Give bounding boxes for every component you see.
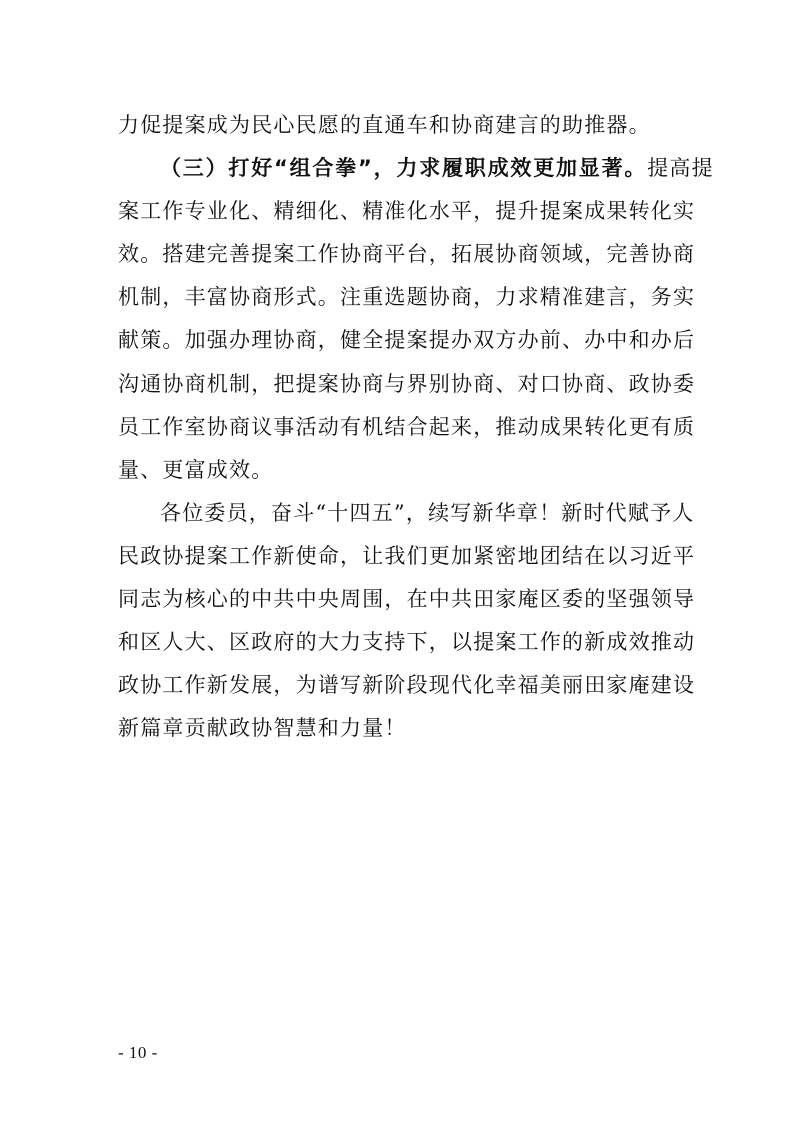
paragraph-line: 献策。加强办理协商，健全提案提办双方办前、办中和办后 <box>118 328 696 353</box>
paragraph-line: 沟通协商机制，把提案协商与界别协商、对口协商、政协委 <box>118 371 696 396</box>
paragraph-line: 员工作室协商议事活动有机结合起来，推动成果转化更有质 <box>118 414 696 439</box>
document-body <box>118 104 714 750</box>
page-number: - 10 - <box>118 1043 158 1062</box>
paragraph-line: 案工作专业化、精细化、精准化水平，提升提案成果转化实 <box>118 199 696 224</box>
paragraph-line: 效。搭建完善提案工作协商平台，拓展协商领域，完善协商 <box>118 242 696 267</box>
paragraph-line: 民政协提案工作新使命，让我们更加紧密地团结在以习近平 <box>118 543 696 568</box>
paragraph-line: 政协工作新发展，为谱写新阶段现代化幸福美丽田家庵建设 <box>118 673 696 698</box>
paragraph-line <box>118 147 714 190</box>
paragraph-text: 提高提 <box>647 156 714 181</box>
section-heading: （三）打好“组合拳”，力求履职成效更加显著。 <box>160 156 648 181</box>
paragraph-line: 和区人大、区政府的大力支持下，以提案工作的新成效推动 <box>118 630 696 655</box>
paragraph-line: 新篇章贡献政协智慧和力量！ <box>118 716 407 741</box>
paragraph-line: 机制，丰富协商形式。注重选题协商，力求精准建言，务实 <box>118 285 696 310</box>
paragraph-line: 量、更富成效。 <box>118 457 274 482</box>
paragraph-line: 力促提案成为民心民愿的直通车和协商建言的助推器。 <box>118 113 651 137</box>
paragraph-line: 同志为核心的中共中央周围，在中共田家庵区委的坚强领导 <box>118 587 696 612</box>
paragraph-line: 各位委员，奋斗“十四五”，续写新华章！新时代赋予人 <box>160 500 695 525</box>
